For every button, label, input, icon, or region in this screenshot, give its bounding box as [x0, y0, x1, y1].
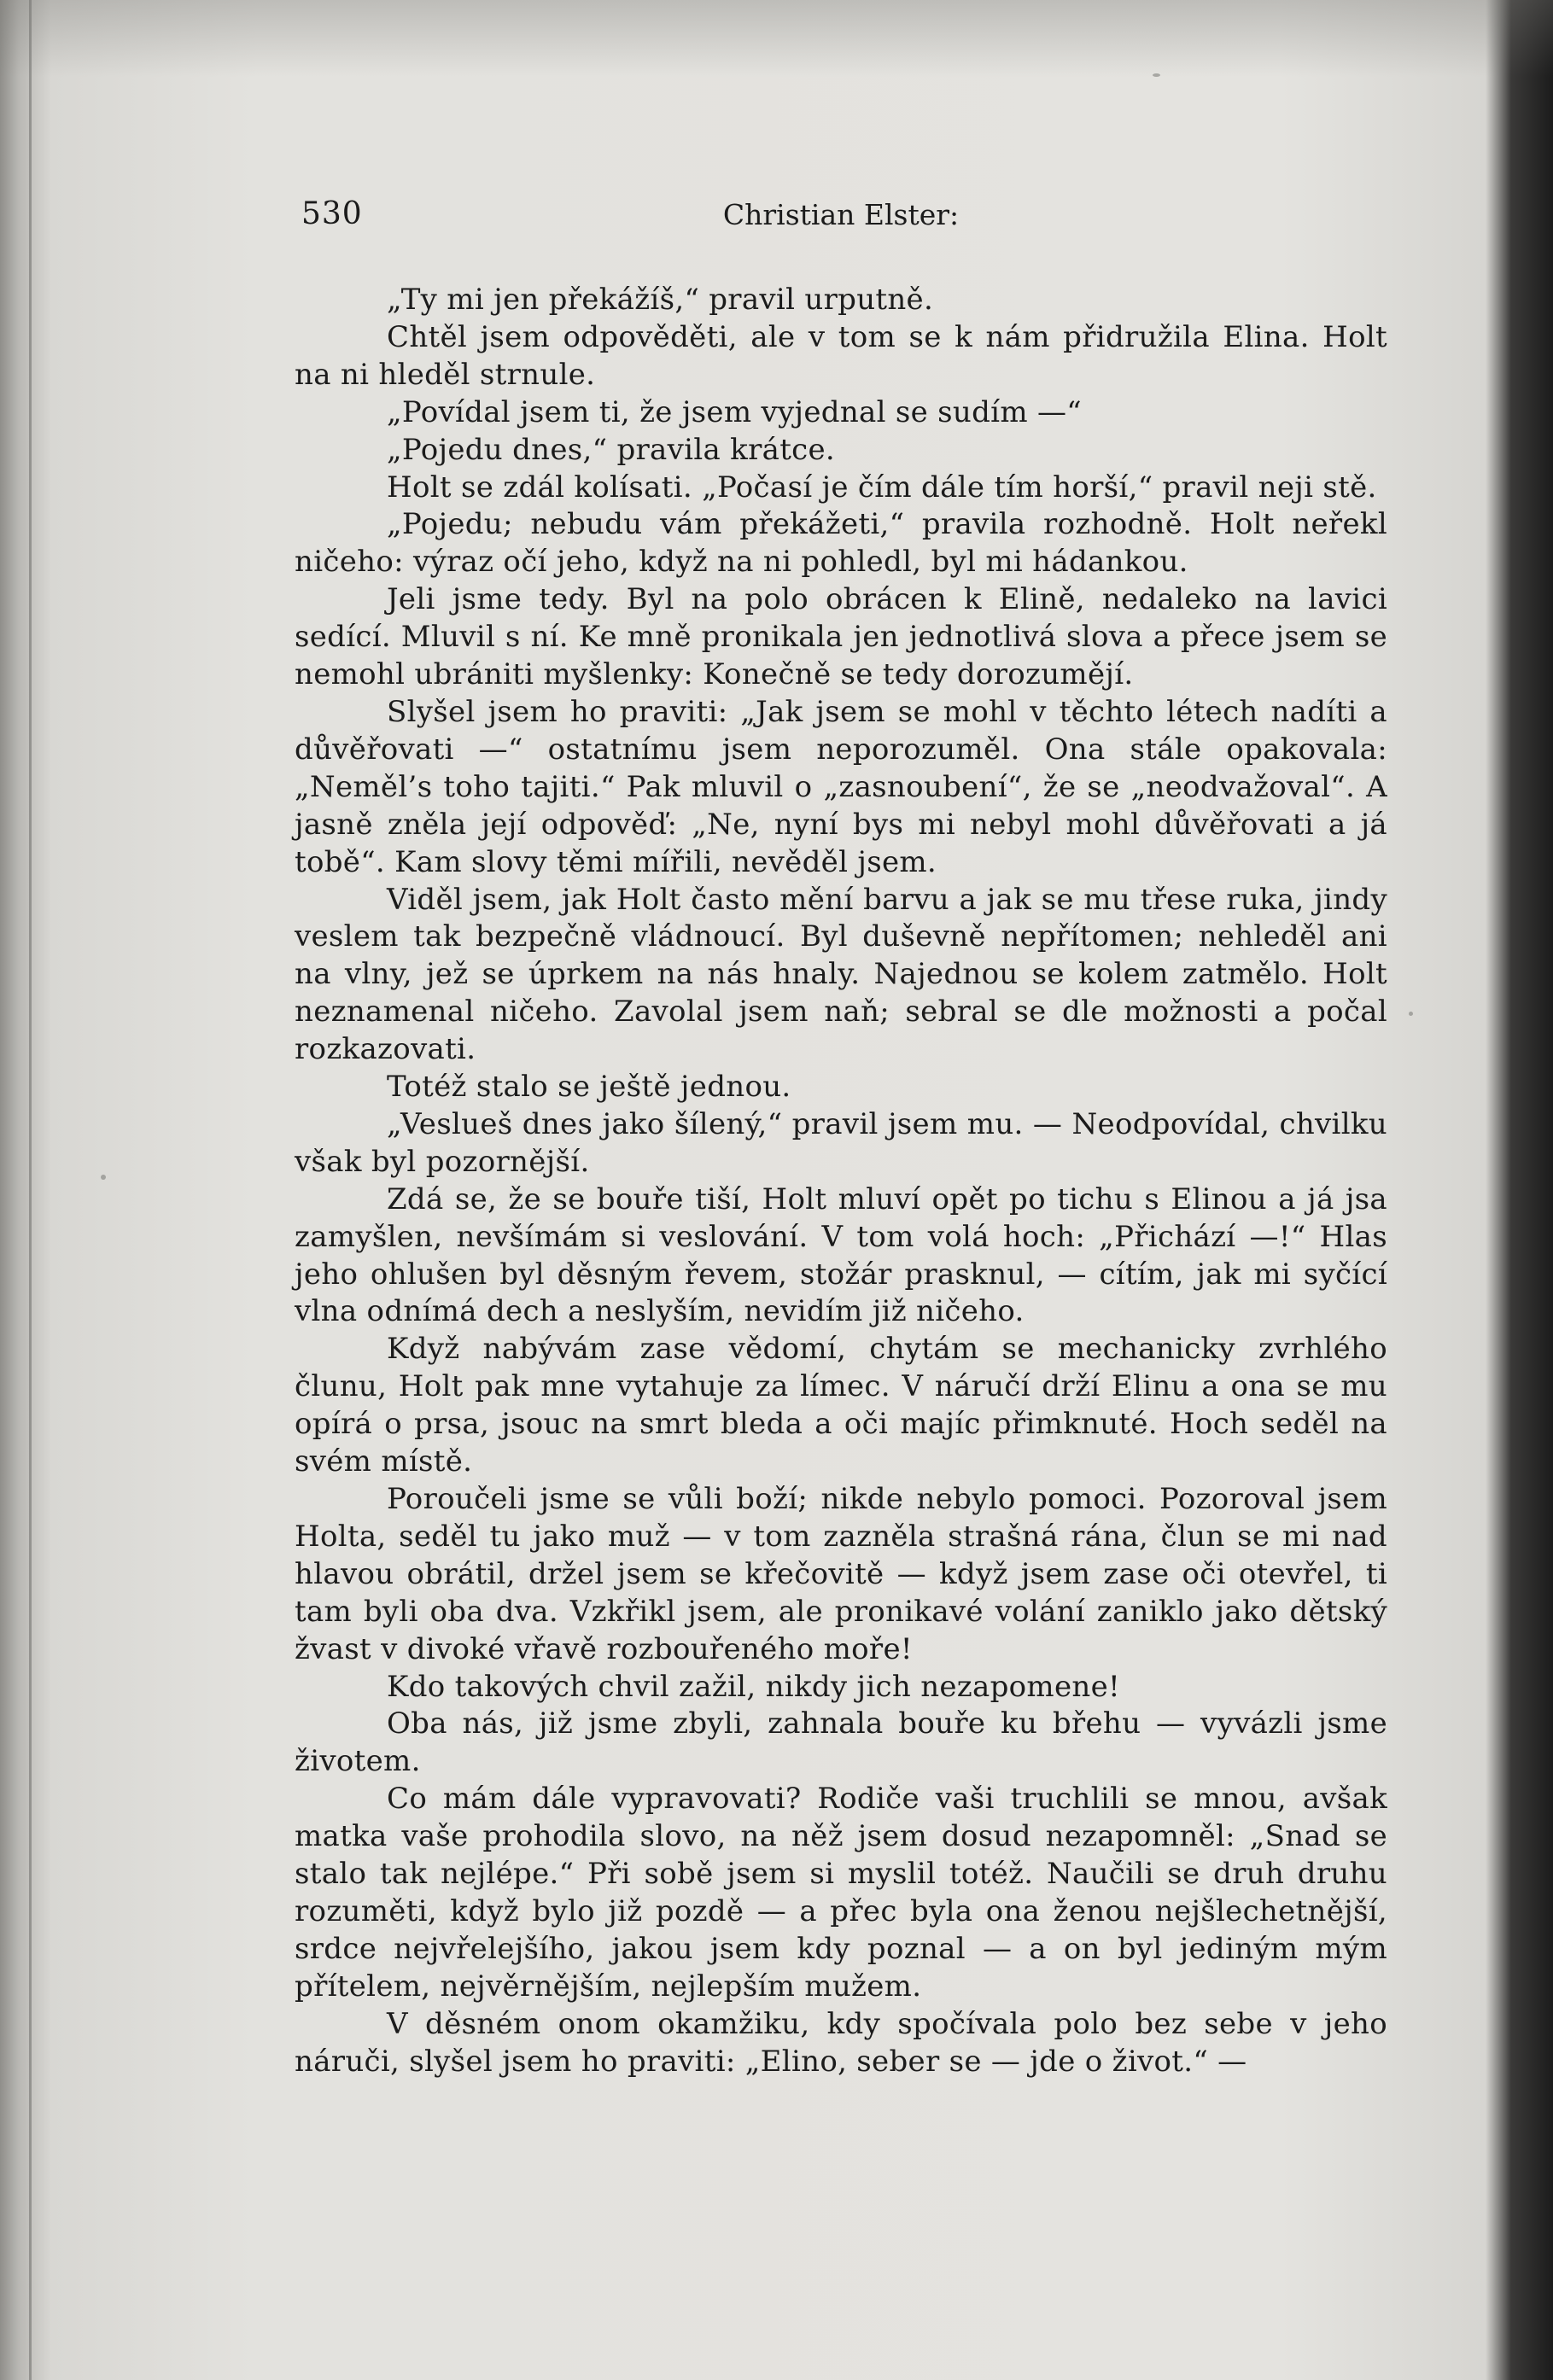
paragraph: Totéž stalo se ještě jednou.: [387, 1070, 791, 1105]
paragraph: „Pojedu; nebudu vám překážeti,“ pravila rozhodně. Holt neřekl ničeho: výraz očí jeho, když na ni pohledl, byl mi hádankou.: [295, 507, 1387, 580]
paragraph: Viděl jsem, jak Holt často mění barvu a jak se mu třese ruka, jindy veslem tak bezpečně vládnoucí. Byl duševně nepřítomen; nehleděl ani na vlny, jež se úprkem na nás hnaly. Najednou se kolem zatmělo. Holt neznamenal ničeho. Zavolal jsem naň; sebral se dle možnosti a počal rozkazovati.: [295, 882, 1387, 1067]
paragraph: Poroučeli jsme se vůli boží; nikde nebylo pomoci. Pozoroval jsem Holta, seděl tu jako muž — v tom zazněla strašná rána, člun se mi nad hlavou obrátil, držel jsem se křečovitě — když jsem zase oči otevřel, ti tam byli oba dva. Vzkřikl jsem, ale pronikavé volání zaniklo jako dětský žvast v divoké vřavě rozbouřeného moře!: [295, 1482, 1387, 1666]
paragraph: „Pojedu dnes,“ pravila krátce.: [387, 432, 836, 467]
page-header: [295, 188, 1387, 248]
paragraph: Chtěl jsem odpověděti, ale v tom se k nám přidružila Elina. Holt na ni hleděl strnule.: [295, 319, 1387, 392]
scan-speck: [1409, 1012, 1413, 1016]
paragraph: Co mám dále vypravovati? Rodiče vaši truchlili se mnou, avšak matka vaše prohodila slovo, na něž jsem dosud nezapomněl: „Snad se stalo tak nejlépe.“ Při sobě jsem si myslil totéž. Naučili se druh druhu rozuměti, když bylo již pozdě — a přec byla ona ženou nejšlechetnější, srdce nejvřelejšího, jakou jsem kdy poznal — a on byl jediným mým přítelem, nejvěrnějším, nejlepším mužem.: [295, 1782, 1387, 2004]
binding-shadow: [29, 0, 32, 2380]
page-number: 530: [301, 196, 363, 231]
scan-speck: [1153, 73, 1160, 77]
paragraph: Jeli jsme tedy. Byl na polo obrácen k Elině, nedaleko na lavici sedící. Mluvil s ní. Ke mně pronikala jen jednotlivá slova a přece jsem se nemohl ubrániti myšlenky: Konečně se tedy dorozumějí.: [295, 582, 1387, 692]
paragraph: „Veslueš dnes jako šílený,“ pravil jsem mu. — Neodpovídal, chvilku však byl pozornější.: [295, 1106, 1387, 1179]
body-text: [295, 282, 1387, 2081]
paragraph: Holt se zdál kolísati. „Počasí je čím dále tím horší,“ pravil neji stě.: [387, 470, 1377, 505]
book-page: [295, 188, 1387, 2081]
paragraph: „Ty mi jen překážíš,“ pravil urputně.: [387, 283, 934, 317]
scan-speck: [101, 1175, 106, 1180]
paragraph: Oba nás, již jsme zbyli, zahnala bouře ku břehu — vyvázli jsme životem.: [295, 1706, 1387, 1779]
paragraph: Slyšel jsem ho praviti: „Jak jsem se mohl v těchto létech nadíti a důvěřovati —“ ostatnímu jsem neporozuměl. Ona stále opakovala: „Neměl’s toho tajiti.“ Pak mluvil o „zasnoubení“, že se „neodvažoval“. A jasně zněla její odpověď: „Ne, nyní bys mi nebyl mohl důvěřovati a já tobě“. Kam slovy těmi mířili, nevěděl jsem.: [295, 694, 1387, 879]
paragraph: Kdo takových chvil zažil, nikdy jich nezapomene!: [387, 1669, 1120, 1704]
paragraph: V děsném onom okamžiku, kdy spočívala polo bez sebe v jeho náruči, slyšel jsem ho praviti: „Elino, seber se — jde o život.“ —: [295, 2006, 1387, 2079]
running-head: Christian Elster:: [722, 198, 960, 231]
paragraph: Zdá se, že se bouře tiší, Holt mluví opět po tichu s Elinou a já jsa zamyšlen, nevšímám si veslování. V tom volá hoch: „Přichází —!“ Hlas jeho ohlušen byl děsným řevem, stožár prasknul, — cítím, jak mi syčící vlna odnímá dech a neslyším, nevidím již ničeho.: [295, 1181, 1387, 1329]
top-edge-shadow: [0, 0, 1553, 77]
paragraph: Když nabývám zase vědomí, chytám se mechanicky zvrhlého člunu, Holt pak mne vytahuje za límec. V náručí drží Elinu a ona se mu opírá o prsa, jsouc na smrt bleda a oči majíc přimknuté. Hoch seděl na svém místě.: [295, 1332, 1387, 1479]
paragraph: „Povídal jsem ti, že jsem vyjednal se sudím —“: [387, 394, 1082, 429]
